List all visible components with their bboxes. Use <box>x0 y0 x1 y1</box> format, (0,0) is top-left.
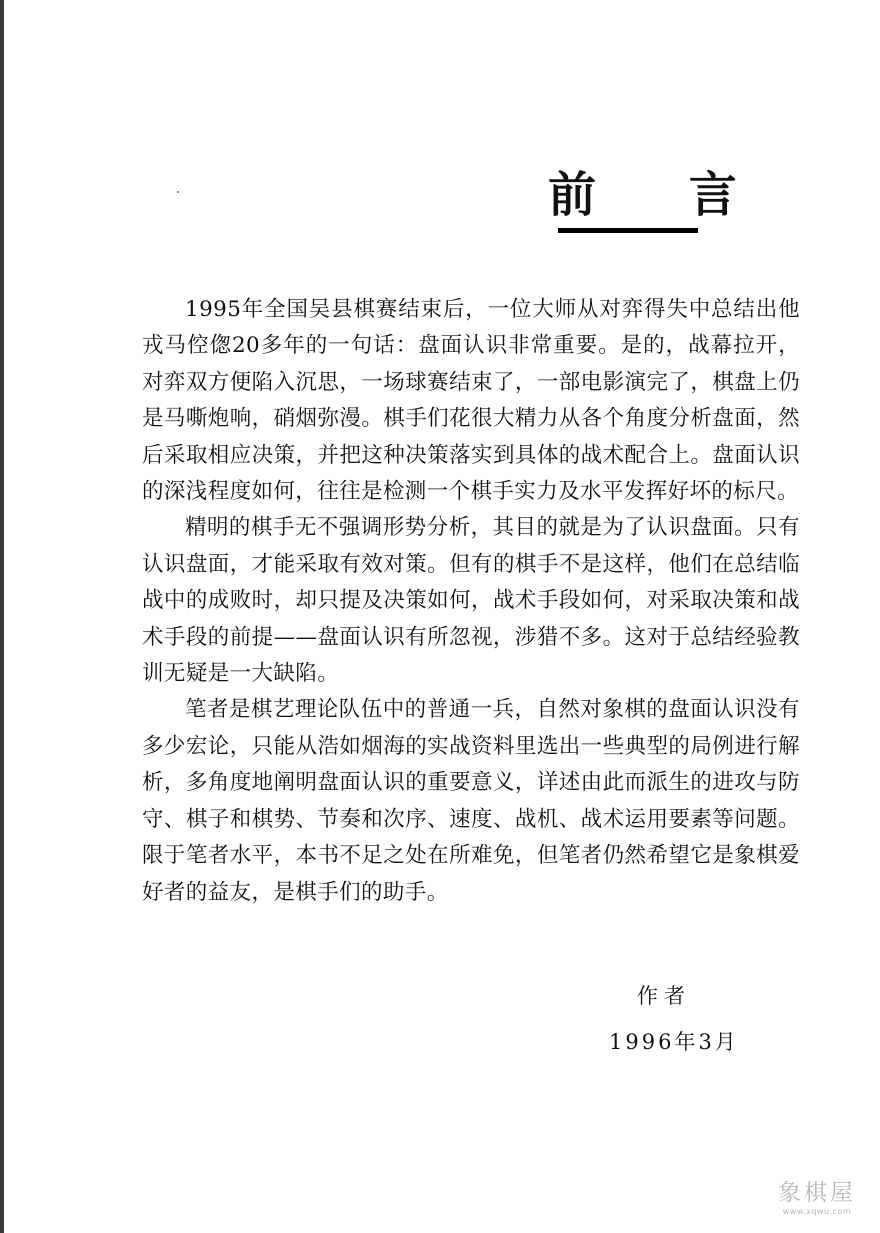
paragraph-1: 1995年全国吴县棋赛结束后，一位大师从对弈得失中总结出他戎马倥偬20多年的一句话：盘面认识非常重要。是的，战幕拉开，对弈双方便陷入沉思，一场球赛结束了，一部电影演完了，棋盘上仍是马嘶炮响，硝烟弥漫。棋手们花很大精力从各个角度分析盘面，然后采取相应决策，并把这种决策落实到具体的战术配合上。盘面认识的深浅程度如何，往往是检测一个棋手实力及水平发挥好坏的标尺。 <box>142 297 800 505</box>
author-line: 作者 <box>637 984 691 1008</box>
paragraph-2: 精明的棋手无不强调形势分析，其目的就是为了认识盘面。只有认识盘面，才能采取有效对策。但有的棋手不是这样，他们在总结临战中的成败时，却只提及决策如何，战术手段如何，对采取决策和战术手段的前提——盘面认识有所忽视，涉猎不多。这对于总结经验教训无疑是一大缺陷。 <box>142 515 800 687</box>
watermark-url: www.xqwu.com <box>782 1207 852 1216</box>
site-watermark <box>762 1179 872 1217</box>
page-left-edge <box>0 0 4 1233</box>
title-underline <box>558 228 698 233</box>
date-line: 1996年3月 <box>609 1030 739 1054</box>
preface-body <box>142 292 800 911</box>
page-title: 前 言 <box>548 167 775 223</box>
paragraph-3: 笔者是棋艺理论队伍中的普通一兵，自然对象棋的盘面认识没有多少宏论，只能从浩如烟海的实战资料里选出一些典型的局例进行解析，多角度地阐明盘面认识的重要意义，详述由此而派生的进攻与防守、棋子和棋势、节奏和次序、速度、战机、战术运用要素等问题。限于笔者水平，本书不足之处在所难免，但笔者仍然希望它是象棋爱好者的益友，是棋手们的助手。 <box>142 697 800 905</box>
scan-speck <box>177 191 179 193</box>
watermark-text: 象棋屋 <box>778 1180 856 1206</box>
